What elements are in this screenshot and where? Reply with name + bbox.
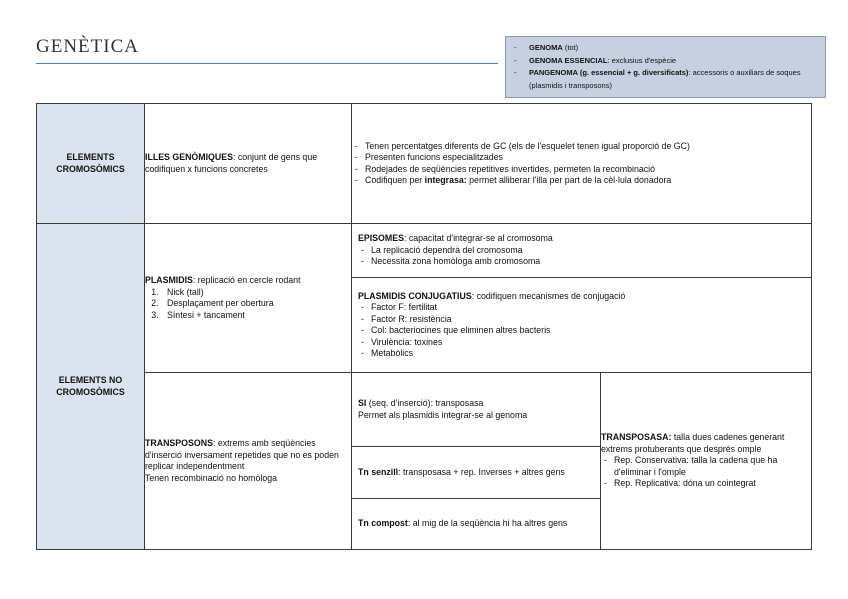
title-underline	[36, 63, 498, 64]
list-item: 3. Síntesi + tancament	[161, 310, 351, 322]
list-item: - Factor F: fertilitat	[358, 302, 805, 314]
row-plasmidis	[37, 224, 812, 373]
list-item: - Virulència: toxines	[358, 337, 805, 349]
transposons-cell: TRANSPOSONS: extrems amb seqüències d'inserció inversament repetides que no es poden replicar independentment Tenen recombinació no homòloga	[145, 373, 352, 550]
list-item: 1. Nick (tall)	[161, 287, 351, 299]
tn-compost-section: Tn compost: al mig de la seqüència hi ha altres gens	[352, 498, 600, 549]
transposasa-cell: TRANSPOSASA: talla dues cadenes generant extrems protuberants que després omple - Rep. Conservativa: talla la cadena que ha d'eliminar i l'omple - Rep. Replicativa: dóna un cointegrat	[601, 373, 812, 550]
list-item: - Col: bacteriocines que eliminen altres bacteris	[358, 325, 805, 337]
illes-genomiques-details	[352, 104, 812, 224]
list-item: - Presenten funcions especialitzades	[352, 152, 811, 164]
transposon-types	[352, 373, 601, 550]
si-section: SI (seq. d'inserció): transposasa Permet als plasmidis integrar-se al genoma	[358, 398, 528, 420]
plasmidis-details	[352, 224, 812, 373]
list-item: - Rep. Conservativa: talla la cadena que ha d'eliminar i l'omple	[601, 455, 811, 478]
tn-senzill-section: Tn senzill: transposasa + rep. Inverses + altres gens	[352, 446, 600, 498]
list-item: - Metabòlics	[358, 348, 805, 360]
list-item: - La replicació dependrà del cromosoma	[358, 245, 805, 257]
list-item: - Factor R: resistència	[358, 314, 805, 326]
genetics-table	[36, 103, 812, 550]
list-item: 2. Desplaçament per obertura	[161, 298, 351, 310]
definition-pangenoma: - PANGENOMA (g. essencial + g. diversificats): accessoris o auxiliars de soques (plasmidis i transposons)	[510, 67, 819, 92]
conjugatius-section: PLASMIDIS CONJUGATIUS: codifiquen mecanismes de conjugació - Factor F: fertilitat - Factor R: resistència - Col: bacteriocines que eliminen altres bacteris - Virulència: toxines - Metabòlics	[352, 277, 811, 372]
category-no-cromosomics: ELEMENTS NO CROMOSÒMICS	[37, 224, 145, 550]
list-item: - Necessita zona homòloga amb cromosoma	[358, 256, 805, 268]
list-item: - Rep. Replicativa: dóna un cointegrat	[601, 478, 811, 490]
page-title: GENÈTICA	[36, 36, 139, 57]
episomes-section: EPISOMES: capacitat d'integrar-se al cromosoma - La replicació dependrà del cromosoma - Necessita zona homòloga amb cromosoma	[352, 224, 811, 277]
list-item: - Codifiquen per integrasa: permet alliberar l'illa per part de la cèl·lula donadora	[352, 175, 811, 187]
category-cromosomics: ELEMENTS CROMOSÒMICS	[37, 104, 145, 224]
illes-genomiques-cell: ILLES GENÒMIQUES: conjunt de gens que codifiquen x funcions concretes	[145, 104, 352, 224]
list-item: - Rodejades de seqüències repetitives invertides, permeten la recombinació	[352, 164, 811, 176]
definitions-box	[505, 36, 826, 98]
row-cromosomics	[37, 104, 812, 224]
row-transposons	[37, 373, 812, 550]
definition-genoma: - GENOMA (tot)	[510, 42, 819, 55]
list-item: - Tenen percentatges diferents de GC (els de l'esquelet tenen igual proporció de GC)	[352, 141, 811, 153]
definition-genoma-essencial: - GENOMA ESSENCIAL: exclusius d'espècie	[510, 55, 819, 68]
plasmidis-cell: PLASMIDIS: replicació en cercle rodant 1. Nick (tall) 2. Desplaçament per obertura 3. Síntesi + tancament	[145, 224, 352, 373]
